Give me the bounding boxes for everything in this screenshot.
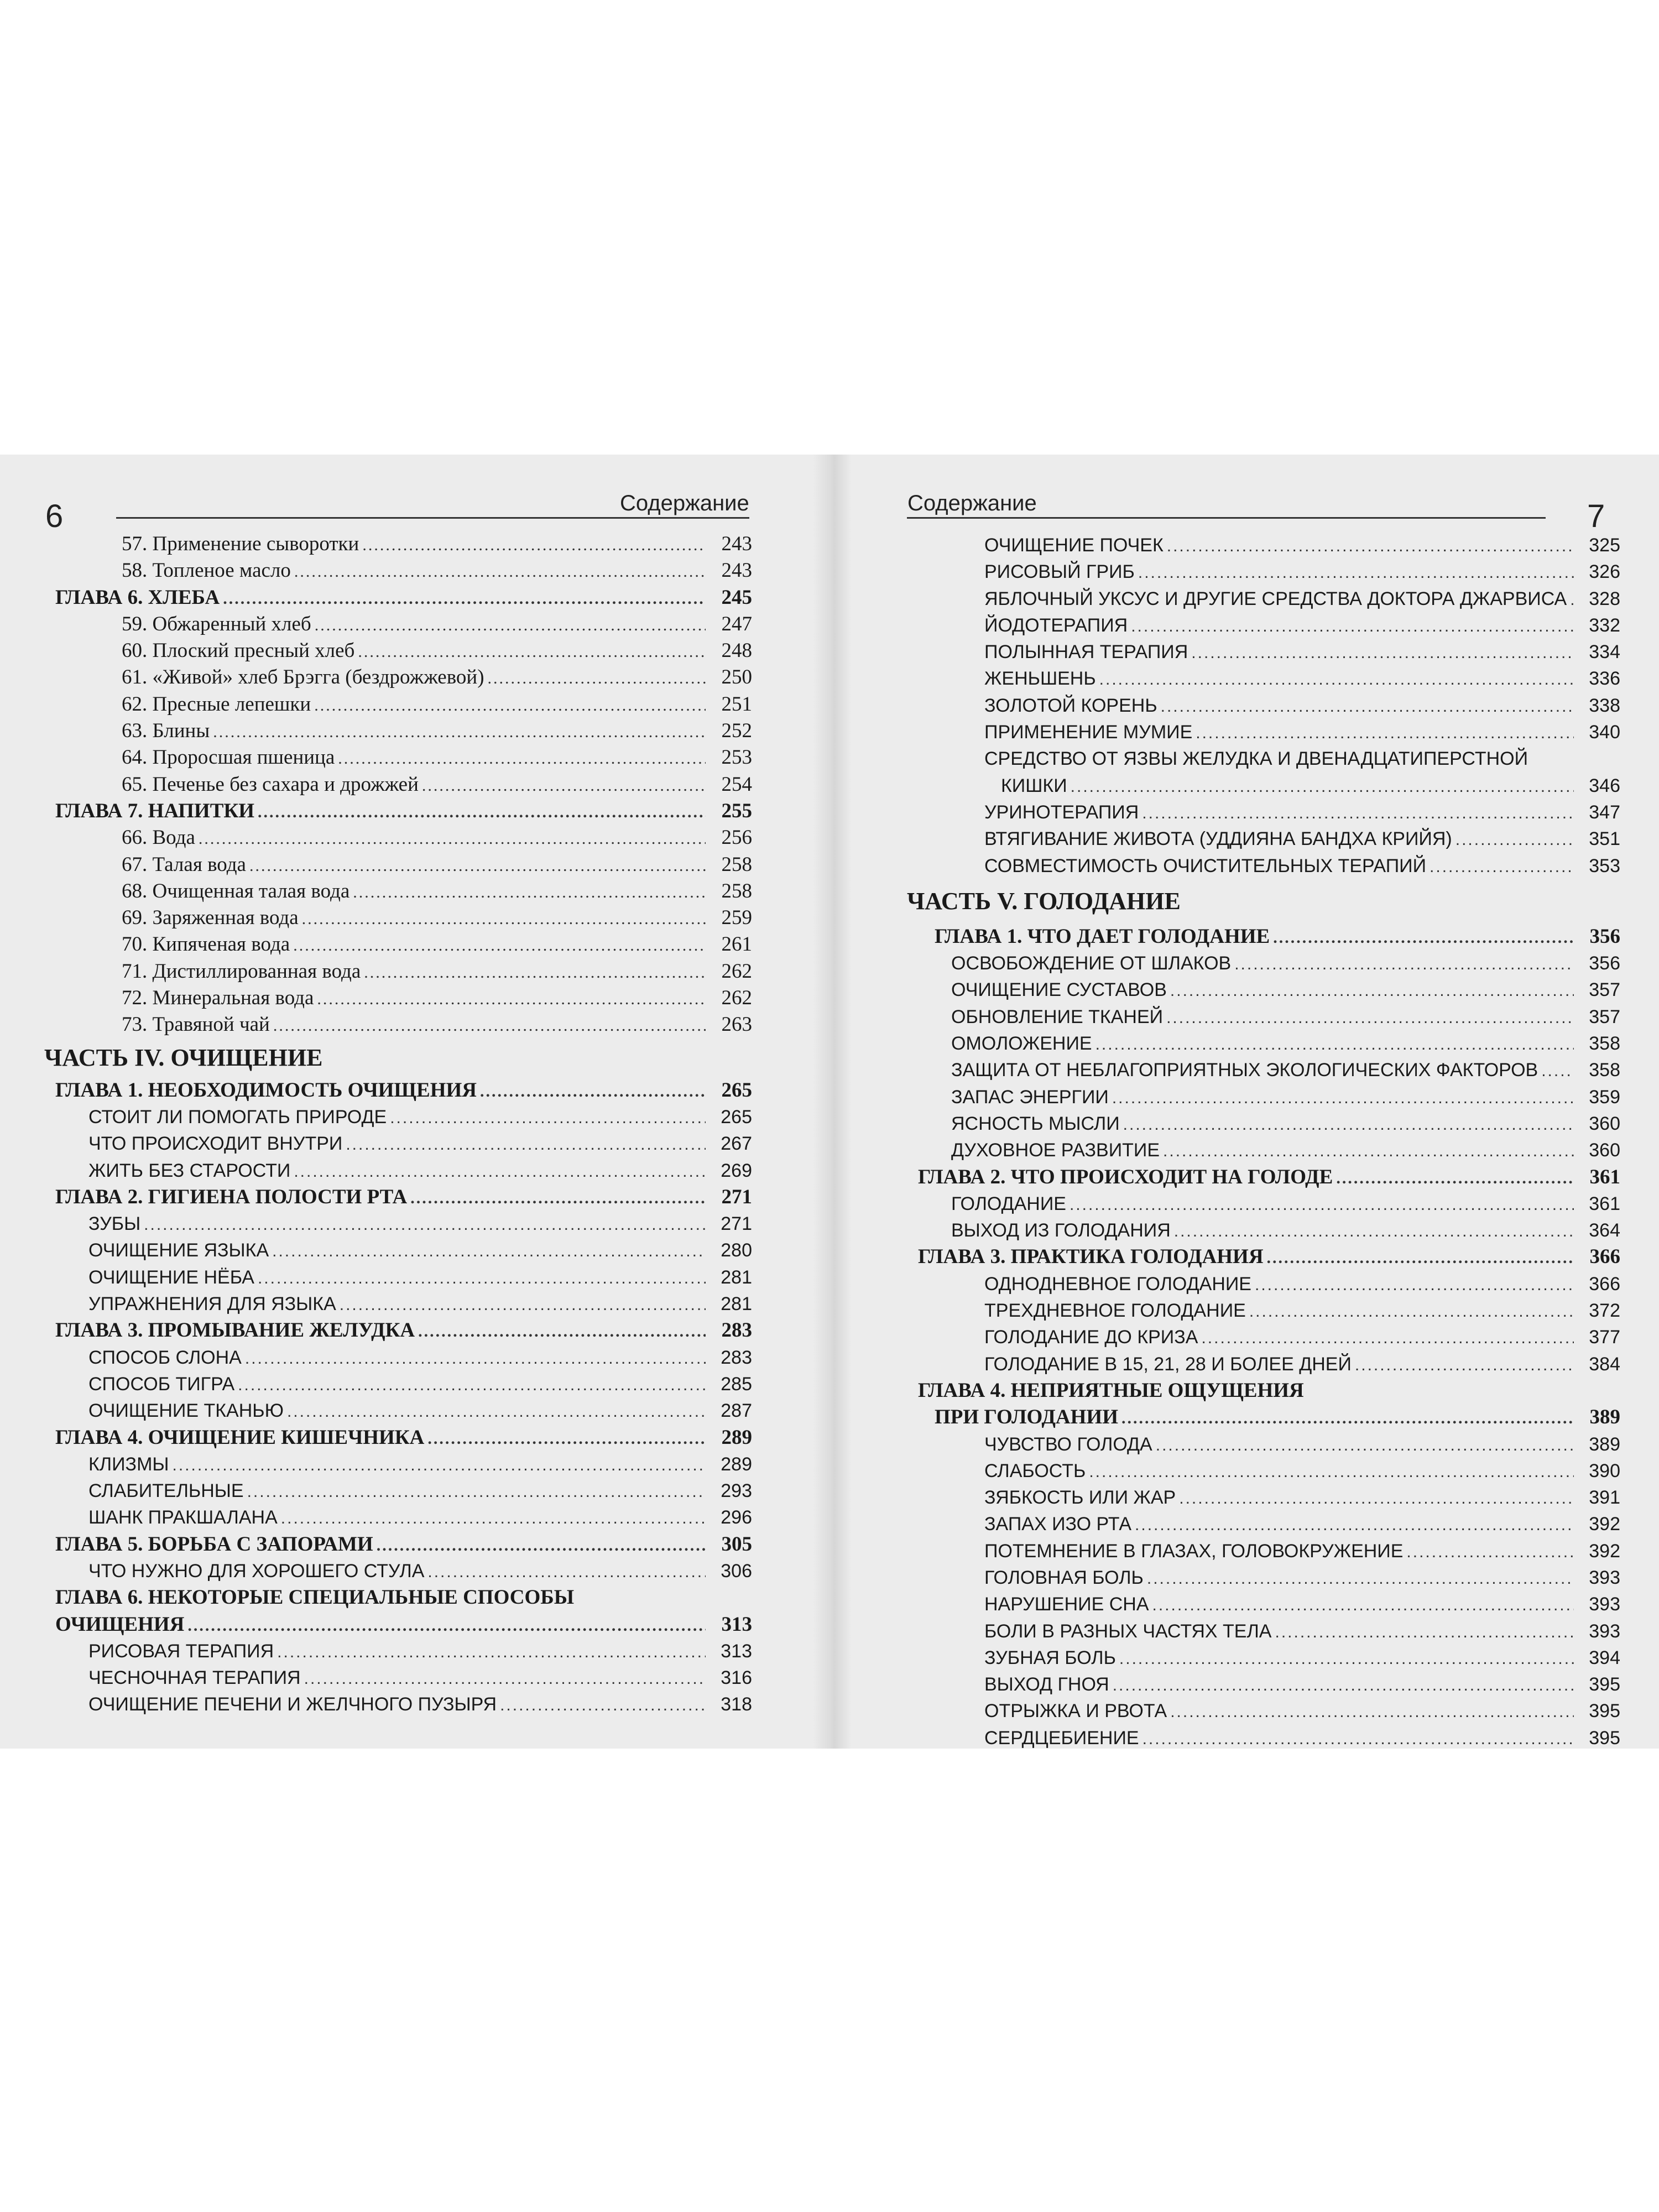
page-number: 7: [1587, 498, 1605, 534]
toc-entry: ПРИМЕНЕНИЕ МУМИЕ ..... 340: [907, 719, 1620, 745]
toc-chapter-continued: ОЧИЩЕНИЯ ..... 313: [44, 1611, 752, 1638]
toc-chapter: ГЛАВА 2. ЧТО ПРОИСХОДИТ НА ГОЛОДЕ ..... 361: [907, 1164, 1620, 1191]
toc-entry: 57. Применение сыворотки ..... 243: [44, 531, 752, 557]
toc-entry: СТОИТ ЛИ ПОМОГАТЬ ПРИРОДЕ ..... 265: [44, 1104, 752, 1130]
toc-entry: 73. Травяной чай ..... 263: [44, 1011, 752, 1038]
toc-entry: УРИНОТЕРАПИЯ ..... 347: [907, 799, 1620, 826]
toc-entry: ЗАЩИТА ОТ НЕБЛАГОПРИЯТНЫХ ЭКОЛОГИЧЕСКИХ ФАКТОРОВ ..... 358: [907, 1057, 1620, 1083]
toc-entry: СПОСОБ ТИГРА ..... 285: [44, 1371, 752, 1397]
toc-chapter: ГЛАВА 4. НЕПРИЯТНЫЕ ОЩУЩЕНИЯ: [918, 1379, 1304, 1402]
toc-chapter: ГЛАВА 7. НАПИТКИ ..... 255: [44, 798, 752, 825]
toc-entry: ЗАПАС ЭНЕРГИИ ..... 359: [907, 1084, 1620, 1110]
toc-entry: 67. Талая вода ..... 258: [44, 852, 752, 878]
toc-entry: 59. Обжаренный хлеб ..... 247: [44, 611, 752, 638]
toc-entry: ОДНОДНЕВНОЕ ГОЛОДАНИЕ ..... 366: [907, 1271, 1620, 1297]
page-number: 6: [45, 498, 64, 534]
toc-entry: ЙОДОТЕРАПИЯ ..... 332: [907, 612, 1620, 639]
toc-entry: ОМОЛОЖЕНИЕ ..... 358: [907, 1030, 1620, 1057]
toc-entry: 64. Проросшая пшеница ..... 253: [44, 744, 752, 771]
toc-entry: ОЧИЩЕНИЕ ЯЗЫКА ..... 280: [44, 1237, 752, 1264]
toc-entry: ОСВОБОЖДЕНИЕ ОТ ШЛАКОВ ..... 356: [907, 950, 1620, 977]
toc-chapter: ГЛАВА 1. НЕОБХОДИМОСТЬ ОЧИЩЕНИЯ ..... 265: [44, 1077, 752, 1104]
toc-entry: ЖЕНЬШЕНЬ ..... 336: [907, 665, 1620, 692]
toc-entry-continued: КИШКИ ..... 346: [907, 773, 1620, 799]
toc-entry: ЗУБЫ ..... 271: [44, 1211, 752, 1237]
toc-list: [907, 532, 1620, 1749]
header-rule: [907, 517, 1546, 519]
toc-entry: РИСОВЫЙ ГРИБ ..... 326: [907, 559, 1620, 585]
toc-entry: НАРУШЕНИЕ СНА ..... 393: [907, 1591, 1620, 1618]
toc-entry: ВТЯГИВАНИЕ ЖИВОТА (УДДИЯНА БАНДХА КРИЙЯ) ..... 351: [907, 826, 1620, 852]
toc-entry: ЧЕСНОЧНАЯ ТЕРАПИЯ ..... 316: [44, 1665, 752, 1691]
toc-entry: 61. «Живой» хлеб Брэгга (бездрожжевой) ..... 250: [44, 664, 752, 691]
toc-entry: 62. Пресные лепешки ..... 251: [44, 691, 752, 718]
toc-entry: 72. Минеральная вода ..... 262: [44, 985, 752, 1011]
toc-entry: 68. Очищенная талая вода ..... 258: [44, 878, 752, 905]
toc-chapter: ГЛАВА 6. НЕКОТОРЫЕ СПЕЦИАЛЬНЫЕ СПОСОБЫ: [55, 1586, 575, 1609]
toc-part-heading: ЧАСТЬ V. ГОЛОДАНИЕ: [907, 887, 1181, 915]
toc-entry: ЧТО НУЖНО ДЛЯ ХОРОШЕГО СТУЛА ..... 306: [44, 1558, 752, 1584]
header-rule: [116, 517, 749, 519]
toc-entry: 58. Топленое масло ..... 243: [44, 557, 752, 584]
toc-entry: РИСОВАЯ ТЕРАПИЯ ..... 313: [44, 1638, 752, 1665]
toc-part-heading: ЧАСТЬ IV. ОЧИЩЕНИЕ: [44, 1044, 323, 1071]
toc-chapter: ГЛАВА 4. ОЧИЩЕНИЕ КИШЕЧНИКА ..... 289: [44, 1425, 752, 1451]
toc-entry: ДУХОВНОЕ РАЗВИТИЕ ..... 360: [907, 1137, 1620, 1164]
toc-entry: СОВМЕСТИМОСТЬ ОЧИСТИТЕЛЬНЫХ ТЕРАПИЙ ..... 353: [907, 853, 1620, 879]
right-page: [852, 455, 1659, 1749]
toc-entry: ОЧИЩЕНИЕ ТКАНЬЮ ..... 287: [44, 1397, 752, 1424]
running-head: Содержание: [617, 491, 753, 516]
toc-entry: СРЕДСТВО ОТ ЯЗВЫ ЖЕЛУДКА И ДВЕНАДЦАТИПЕРСТНОЙ: [984, 748, 1528, 770]
toc-chapter-continued: ПРИ ГОЛОДАНИИ ..... 389: [907, 1404, 1620, 1431]
toc-chapter: ГЛАВА 5. БОРЬБА С ЗАПОРАМИ ..... 305: [44, 1531, 752, 1558]
toc-chapter: ГЛАВА 3. ПРАКТИКА ГОЛОДАНИЯ ..... 366: [907, 1244, 1620, 1270]
toc-chapter: ГЛАВА 1. ЧТО ДАЕТ ГОЛОДАНИЕ ..... 356: [907, 924, 1620, 950]
toc-entry: ГОЛОДАНИЕ ДО КРИЗА ..... 377: [907, 1324, 1620, 1350]
toc-entry: ОБНОВЛЕНИЕ ТКАНЕЙ ..... 357: [907, 1004, 1620, 1030]
book-spine: [813, 455, 852, 1749]
toc-entry: 70. Кипяченая вода ..... 261: [44, 931, 752, 958]
toc-entry: ЧУВСТВО ГОЛОДА ..... 389: [907, 1431, 1620, 1458]
toc-entry: ОТРЫЖКА И РВОТА ..... 395: [907, 1698, 1620, 1724]
toc-entry: ГОЛОДАНИЕ ..... 361: [907, 1191, 1620, 1217]
toc-entry: ПОЛЫННАЯ ТЕРАПИЯ ..... 334: [907, 639, 1620, 665]
toc-entry: ШАНК ПРАКШАЛАНА ..... 296: [44, 1504, 752, 1531]
toc-entry: ОЧИЩЕНИЕ НЁБА ..... 281: [44, 1264, 752, 1291]
toc-entry: ОЧИЩЕНИЕ ПЕЧЕНИ И ЖЕЛЧНОГО ПУЗЫРЯ ..... 318: [44, 1691, 752, 1718]
toc-entry: ЧТО ПРОИСХОДИТ ВНУТРИ ..... 267: [44, 1130, 752, 1157]
toc-entry: 65. Печенье без сахара и дрожжей ..... 254: [44, 771, 752, 798]
toc-entry: ПОТЕМНЕНИЕ В ГЛАЗАХ, ГОЛОВОКРУЖЕНИЕ ..... 392: [907, 1538, 1620, 1564]
toc-entry: ЯБЛОЧНЫЙ УКСУС И ДРУГИЕ СРЕДСТВА ДОКТОРА ДЖАРВИСА ..... 328: [907, 586, 1620, 612]
toc-list: [44, 531, 752, 1718]
toc-entry: СЕРДЦЕБИЕНИЕ ..... 395: [907, 1725, 1620, 1749]
toc-entry: ОЧИЩЕНИЕ СУСТАВОВ ..... 357: [907, 977, 1620, 1003]
toc-entry: ЗАПАХ ИЗО РТА ..... 392: [907, 1511, 1620, 1537]
toc-entry: ВЫХОД ГНОЯ ..... 395: [907, 1671, 1620, 1698]
toc-entry: ЗУБНАЯ БОЛЬ ..... 394: [907, 1645, 1620, 1671]
toc-chapter: ГЛАВА 6. ХЛЕБА ..... 245: [44, 585, 752, 611]
toc-entry: 69. Заряженная вода ..... 259: [44, 905, 752, 931]
toc-entry: ЗОЛОТОЙ КОРЕНЬ ..... 338: [907, 692, 1620, 719]
running-head: Содержание: [904, 491, 1040, 516]
toc-entry: ЯСНОСТЬ МЫСЛИ ..... 360: [907, 1110, 1620, 1137]
toc-entry: СЛАБИТЕЛЬНЫЕ ..... 293: [44, 1478, 752, 1504]
toc-entry: КЛИЗМЫ ..... 289: [44, 1451, 752, 1478]
toc-entry: 63. Блины ..... 252: [44, 718, 752, 744]
toc-entry: ОЧИЩЕНИЕ ПОЧЕК ..... 325: [907, 532, 1620, 559]
toc-entry: СПОСОБ СЛОНА ..... 283: [44, 1344, 752, 1371]
toc-entry: 71. Дистиллированная вода ..... 262: [44, 958, 752, 985]
toc-entry: ЖИТЬ БЕЗ СТАРОСТИ ..... 269: [44, 1157, 752, 1184]
toc-entry: ТРЕХДНЕВНОЕ ГОЛОДАНИЕ ..... 372: [907, 1297, 1620, 1324]
toc-entry: ЗЯБКОСТЬ ИЛИ ЖАР ..... 391: [907, 1484, 1620, 1511]
toc-chapter: ГЛАВА 2. ГИГИЕНА ПОЛОСТИ РТА ..... 271: [44, 1184, 752, 1211]
toc-entry: БОЛИ В РАЗНЫХ ЧАСТЯХ ТЕЛА ..... 393: [907, 1618, 1620, 1645]
toc-entry: ГОЛОДАНИЕ В 15, 21, 28 И БОЛЕЕ ДНЕЙ ..... 384: [907, 1351, 1620, 1378]
left-page: [0, 455, 813, 1749]
toc-entry: СЛАБОСТЬ ..... 390: [907, 1458, 1620, 1484]
toc-entry: ВЫХОД ИЗ ГОЛОДАНИЯ ..... 364: [907, 1217, 1620, 1244]
toc-chapter: ГЛАВА 3. ПРОМЫВАНИЕ ЖЕЛУДКА ..... 283: [44, 1317, 752, 1344]
toc-entry: ГОЛОВНАЯ БОЛЬ ..... 393: [907, 1564, 1620, 1591]
toc-entry: 60. Плоский пресный хлеб ..... 248: [44, 638, 752, 664]
toc-entry: УПРАЖНЕНИЯ ДЛЯ ЯЗЫКА ..... 281: [44, 1291, 752, 1317]
toc-entry: 66. Вода ..... 256: [44, 825, 752, 851]
